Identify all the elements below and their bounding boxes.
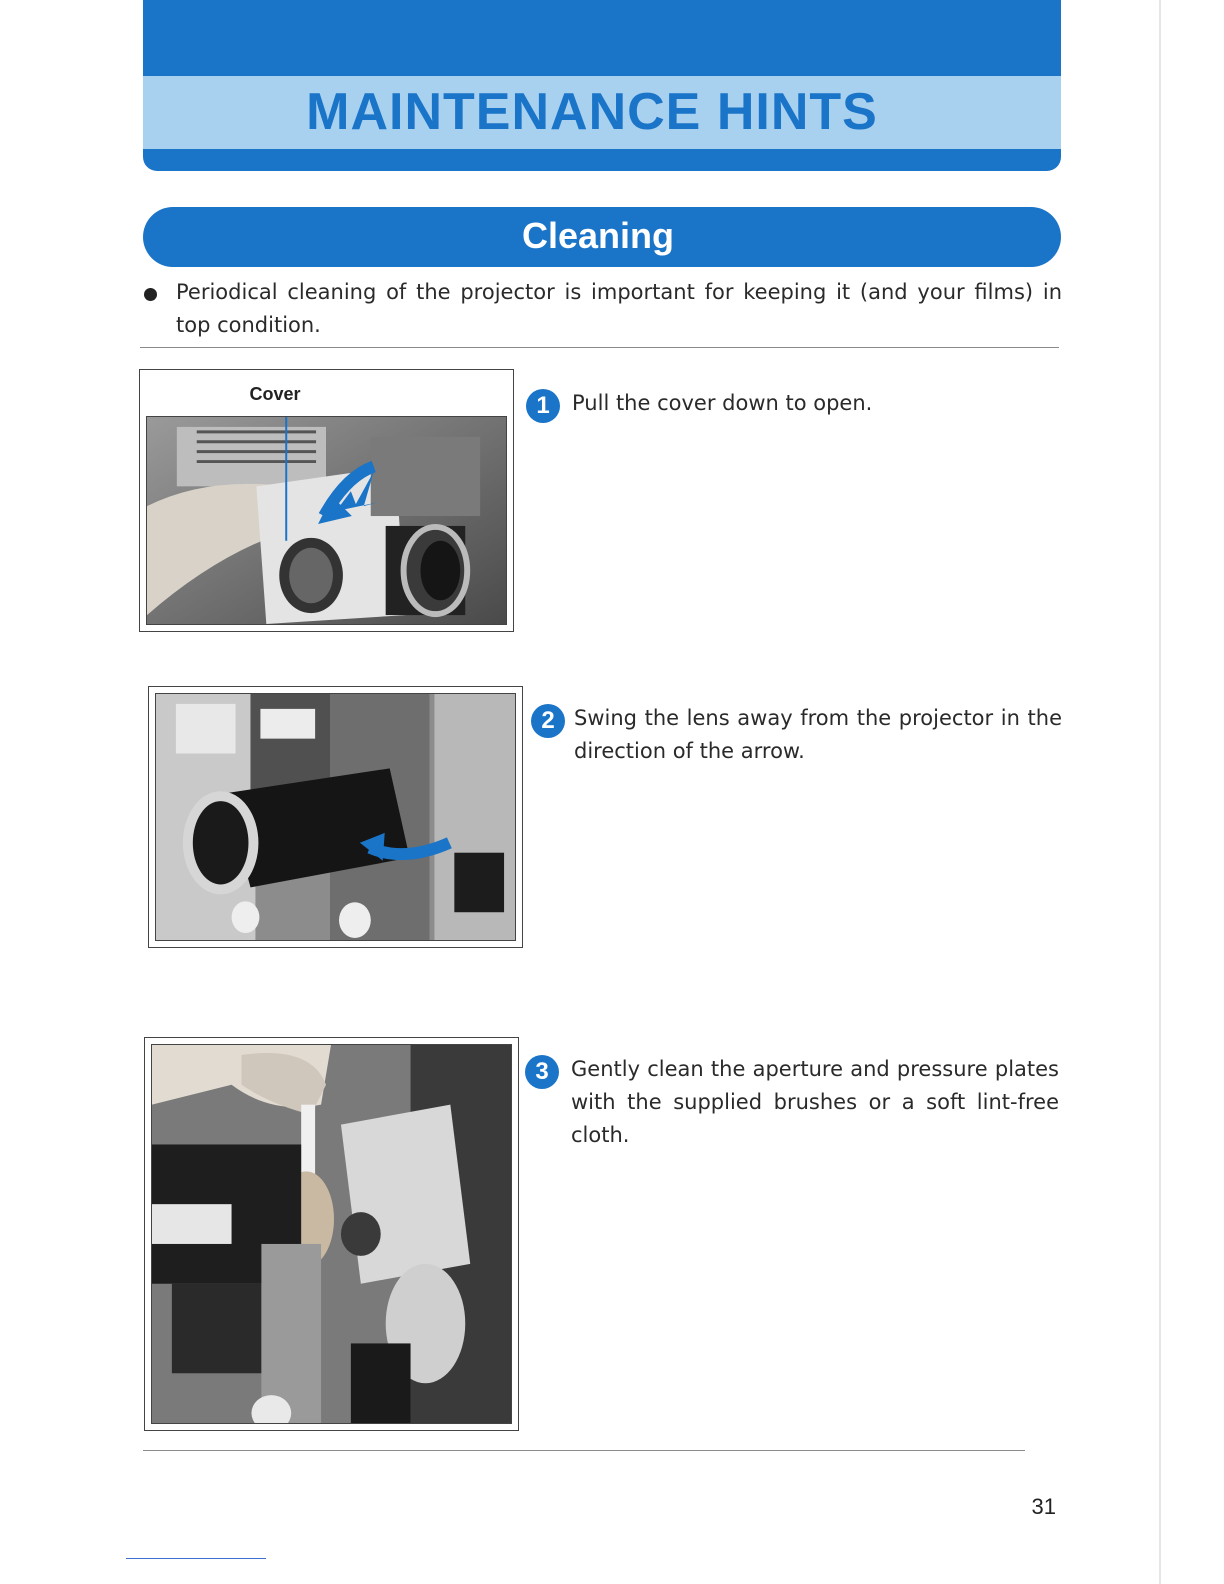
figure-1-photo bbox=[146, 416, 507, 625]
step-3-number-badge: 3 bbox=[525, 1055, 559, 1089]
section-title: Cleaning bbox=[521, 215, 674, 256]
header-banner-top bbox=[143, 0, 1061, 76]
page-title: MAINTENANCE HINTS bbox=[306, 83, 878, 141]
figure-1-label: Cover bbox=[249, 384, 301, 404]
header-banner-bottom bbox=[143, 149, 1061, 171]
divider-top bbox=[140, 347, 1059, 348]
footer-line bbox=[126, 1558, 266, 1559]
step-2-number-badge: 2 bbox=[531, 704, 565, 738]
bullet-icon bbox=[144, 288, 157, 301]
figure-2-photo bbox=[155, 693, 516, 941]
divider-bottom bbox=[143, 1450, 1025, 1451]
intro-paragraph: Periodical cleaning of the projector is important for keeping it (and your films) in top condition. bbox=[176, 280, 1062, 337]
step-3-text: Gently clean the aperture and pressure plates with the supplied brushes or a soft lint-free cloth. bbox=[571, 1057, 1059, 1147]
step-2-text: Swing the lens away from the projector in the direction of the arrow. bbox=[574, 706, 1062, 763]
step-1-number-badge: 1 bbox=[526, 389, 560, 423]
step-1-text: Pull the cover down to open. bbox=[572, 391, 873, 415]
page-edge bbox=[1159, 0, 1161, 1584]
page-number: 31 bbox=[1031, 1494, 1056, 1519]
figure-3-photo bbox=[151, 1044, 512, 1424]
